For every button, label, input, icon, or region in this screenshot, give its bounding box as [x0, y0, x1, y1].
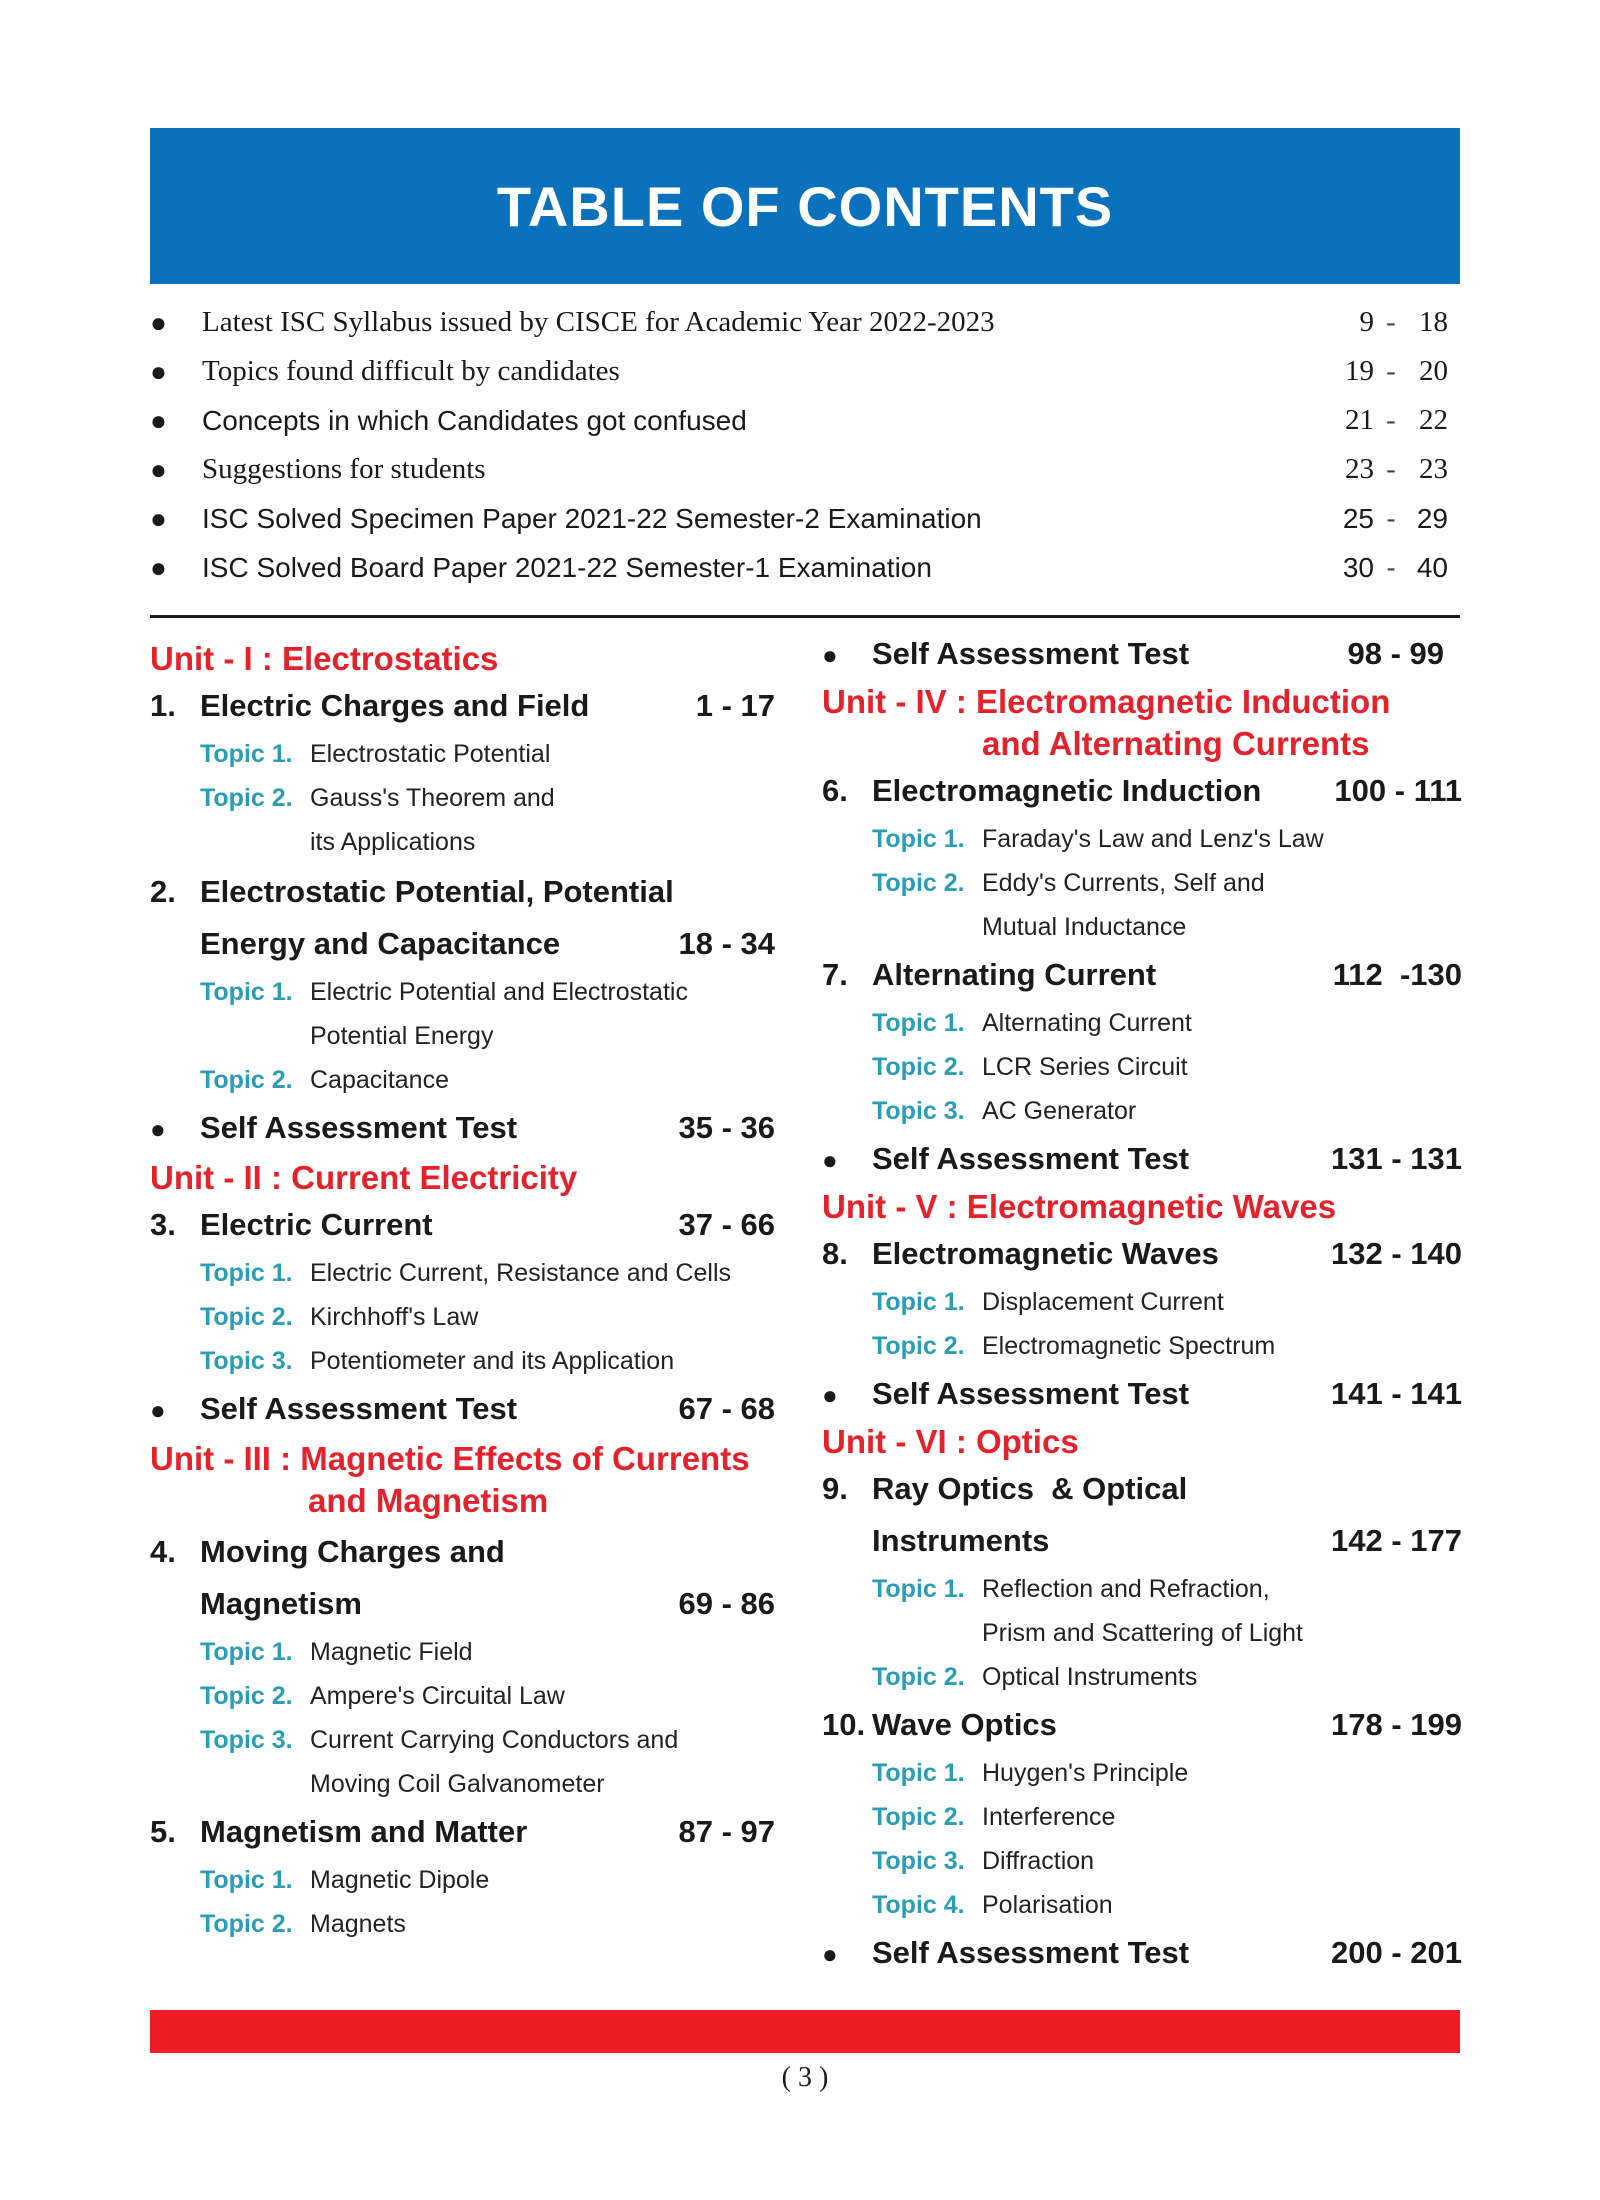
- topic-entry: [150, 1251, 775, 1295]
- topic-label: Topic 2.: [200, 1066, 293, 1094]
- topic-entry: [822, 1567, 1462, 1655]
- topic-label: Topic 1.: [200, 1259, 293, 1287]
- bullet-icon: ●: [822, 1939, 838, 1969]
- chapter-entry: [822, 949, 1462, 1001]
- topic-label: Topic 2.: [872, 1053, 965, 1081]
- chapter-pages: 178 - 199: [1331, 1707, 1462, 1742]
- chapter-title: Wave Optics: [872, 1707, 1057, 1742]
- chapter-pages: 100 - 111: [1334, 773, 1462, 808]
- topic-title: AC Generator: [982, 1097, 1137, 1125]
- topic-label: Topic 1.: [200, 978, 293, 1006]
- section-divider: [150, 615, 1460, 618]
- chapter-entry: [150, 1199, 775, 1251]
- topic-entry: [150, 1858, 775, 1902]
- topic-label: Topic 2.: [872, 1332, 965, 1360]
- intro-item: [150, 347, 1460, 396]
- topic-title: Magnetic Field: [310, 1638, 473, 1666]
- topic-label: Topic 1.: [200, 1638, 293, 1666]
- intro-item-pages: 30 - 40: [1342, 551, 1448, 583]
- topic-title: Optical Instruments: [982, 1663, 1198, 1691]
- chapter-pages: 112 -130: [1332, 957, 1462, 992]
- bullet-icon: ●: [150, 1395, 166, 1425]
- topic-entry: [150, 1339, 775, 1383]
- topic-label: Topic 1.: [872, 1288, 965, 1316]
- topic-entry: [150, 732, 775, 776]
- topic-title: Diffraction: [982, 1847, 1095, 1875]
- topic-label: Topic 2.: [200, 1303, 293, 1331]
- intro-item-label: Concepts in which Candidates got confused: [202, 404, 747, 436]
- topic-label: Topic 3.: [200, 1726, 293, 1754]
- topic-label: Topic 3.: [872, 1097, 965, 1125]
- chapter-title: Electric Charges and Field: [200, 688, 590, 723]
- topic-title: Alternating Current: [982, 1009, 1192, 1037]
- chapter-title: Magnetism and Matter: [200, 1814, 528, 1849]
- topic-entry: [150, 776, 775, 864]
- topic-title: Electrostatic Potential: [310, 740, 551, 768]
- chapter-title: Electrostatic Potential, Potential: [200, 874, 674, 909]
- intro-item-label: Topics found difficult by candidates: [202, 355, 620, 387]
- topic-entry: [822, 1001, 1462, 1045]
- chapter-pages: 18 - 34: [678, 926, 775, 961]
- self-assessment-pages: 200 - 201: [1331, 1935, 1462, 1970]
- chapter-title: Electric Current: [200, 1207, 433, 1242]
- chapter-number: 10.: [822, 1707, 866, 1742]
- unit-heading: Unit - IV : Electromagnetic Induction and Alternating Currents: [822, 683, 1391, 762]
- topic-title: Displacement Current: [982, 1288, 1224, 1316]
- chapter-entry-continued: [822, 1515, 1462, 1567]
- self-assessment-title: Self Assessment Test: [200, 1110, 518, 1145]
- self-assessment-pages: 131 - 131: [1331, 1141, 1462, 1176]
- bullet-icon: ●: [150, 355, 167, 387]
- topic-entry: [822, 1045, 1462, 1089]
- bullet-icon: ●: [822, 640, 838, 670]
- chapter-pages: 1 - 17: [695, 688, 775, 723]
- topic-entry: [822, 1089, 1462, 1133]
- chapter-entry-continued: [150, 918, 775, 970]
- topic-entry: [822, 1280, 1462, 1324]
- self-assessment-entry: [822, 628, 1462, 681]
- intro-item-label: Suggestions for students: [202, 453, 486, 485]
- intro-item-pages: 25 - 29: [1342, 502, 1448, 534]
- bullet-icon: ●: [150, 453, 167, 485]
- chapter-number: 3.: [150, 1207, 176, 1242]
- topic-entry: [150, 1674, 775, 1718]
- chapter-entry: [822, 1463, 1462, 1515]
- bullet-icon: ●: [822, 1145, 838, 1175]
- chapter-title: Electromagnetic Induction: [872, 773, 1262, 808]
- chapter-title: Energy and Capacitance: [200, 926, 561, 961]
- topic-label: Topic 3.: [200, 1347, 293, 1375]
- page-title: TABLE OF CONTENTS: [496, 174, 1114, 238]
- topic-label: Topic 2.: [200, 1910, 293, 1938]
- self-assessment-entry: [150, 1383, 775, 1436]
- chapter-title: Electromagnetic Waves: [872, 1236, 1219, 1271]
- topic-label: Topic 1.: [200, 1866, 293, 1894]
- chapter-number: 4.: [150, 1534, 176, 1569]
- topic-title: Interference: [982, 1803, 1116, 1831]
- unit-heading: Unit - III : Magnetic Effects of Currents and Magnetism: [150, 1440, 750, 1519]
- self-assessment-pages: 35 - 36: [678, 1110, 775, 1145]
- chapter-pages: 69 - 86: [678, 1586, 775, 1621]
- topic-title: Capacitance: [310, 1066, 449, 1094]
- topic-title: Reflection and Refraction, Prism and Scattering of Light: [982, 1575, 1303, 1647]
- toc-left-column: [150, 638, 775, 1946]
- chapter-title: Magnetism: [200, 1586, 362, 1621]
- self-assessment-entry: [150, 1102, 775, 1155]
- chapter-number: 1.: [150, 688, 176, 723]
- intro-item-pages: 21 - 22: [1345, 404, 1448, 436]
- chapter-title: Instruments: [872, 1523, 1050, 1558]
- topic-entry: [822, 1751, 1462, 1795]
- topic-title: Gauss's Theorem and its Applications: [310, 784, 555, 856]
- topic-entry: [822, 1795, 1462, 1839]
- footer-band: [150, 2010, 1460, 2053]
- chapter-pages: 37 - 66: [678, 1207, 775, 1242]
- intro-item-pages: 19 - 20: [1345, 355, 1448, 387]
- intro-item-label: ISC Solved Board Paper 2021-22 Semester-1 Examination: [202, 551, 932, 583]
- topic-title: Kirchhoff's Law: [310, 1303, 479, 1331]
- topic-label: Topic 2.: [872, 869, 965, 897]
- chapter-entry-continued: [150, 1578, 775, 1630]
- topic-entry: [822, 1883, 1462, 1927]
- topic-entry: [822, 861, 1462, 949]
- unit-heading: Unit - VI : Optics: [822, 1423, 1079, 1460]
- chapter-entry: [822, 1228, 1462, 1280]
- self-assessment-pages: 67 - 68: [678, 1391, 775, 1426]
- topic-title: Electric Potential and Electrostatic Potential Energy: [310, 978, 688, 1050]
- bullet-icon: ●: [150, 502, 167, 534]
- topic-title: Faraday's Law and Lenz's Law: [982, 825, 1324, 853]
- topic-entry: [150, 1058, 775, 1102]
- topic-label: Topic 1.: [200, 740, 293, 768]
- topic-entry: [822, 1839, 1462, 1883]
- chapter-pages: 142 - 177: [1331, 1523, 1462, 1558]
- chapter-entry: [822, 1699, 1462, 1751]
- intro-item-label: ISC Solved Specimen Paper 2021-22 Semester-2 Examination: [202, 502, 982, 534]
- intro-item: [150, 494, 1460, 543]
- chapter-entry: [150, 680, 775, 732]
- self-assessment-title: Self Assessment Test: [872, 636, 1190, 671]
- topic-title: Potentiometer and its Application: [310, 1347, 675, 1375]
- topic-label: Topic 3.: [872, 1847, 965, 1875]
- toc-right-column: [822, 638, 1462, 1980]
- topic-title: Huygen's Principle: [982, 1759, 1189, 1787]
- topic-title: Eddy's Currents, Self and Mutual Inductance: [982, 869, 1265, 941]
- intro-item: [150, 298, 1460, 347]
- unit-heading: Unit - II : Current Electricity: [150, 1159, 578, 1196]
- topic-title: Polarisation: [982, 1891, 1113, 1919]
- self-assessment-entry: [822, 1927, 1462, 1980]
- bullet-icon: ●: [150, 1114, 166, 1144]
- topic-label: Topic 1.: [872, 1759, 965, 1787]
- chapter-entry: [150, 866, 775, 918]
- chapter-number: 8.: [822, 1236, 848, 1271]
- self-assessment-title: Self Assessment Test: [872, 1141, 1190, 1176]
- topic-label: Topic 1.: [872, 825, 965, 853]
- chapter-pages: 87 - 97: [678, 1814, 775, 1849]
- topic-label: Topic 2.: [872, 1663, 965, 1691]
- chapter-number: 9.: [822, 1471, 848, 1506]
- topic-title: Magnetic Dipole: [310, 1866, 490, 1894]
- bullet-icon: ●: [150, 306, 167, 338]
- bullet-icon: ●: [822, 1380, 838, 1410]
- page-number: ( 3 ): [781, 2062, 829, 2093]
- topic-label: Topic 4.: [872, 1891, 965, 1919]
- topic-entry: [822, 817, 1462, 861]
- self-assessment-pages: 141 - 141: [1331, 1376, 1462, 1411]
- self-assessment-title: Self Assessment Test: [200, 1391, 518, 1426]
- topic-label: Topic 1.: [872, 1009, 965, 1037]
- intro-item: [150, 396, 1460, 445]
- chapter-title: Ray Optics & Optical: [872, 1471, 1188, 1506]
- intro-item-pages: 23 - 23: [1345, 453, 1448, 485]
- topic-entry: [822, 1655, 1462, 1699]
- chapter-title: Alternating Current: [872, 957, 1157, 992]
- topic-entry: [150, 1295, 775, 1339]
- topic-title: Current Carrying Conductors and Moving Coil Galvanometer: [310, 1726, 679, 1798]
- topic-entry: [150, 970, 775, 1058]
- topic-title: Electromagnetic Spectrum: [982, 1332, 1276, 1360]
- intro-item: [150, 543, 1460, 592]
- intro-item: [150, 445, 1460, 494]
- topic-label: Topic 2.: [200, 1682, 293, 1710]
- topic-entry: [150, 1630, 775, 1674]
- topic-title: Magnets: [310, 1910, 406, 1938]
- topic-title: Electric Current, Resistance and Cells: [310, 1259, 731, 1287]
- chapter-title: Moving Charges and: [200, 1534, 505, 1569]
- topic-label: Topic 2.: [872, 1803, 965, 1831]
- topic-label: Topic 2.: [200, 784, 293, 812]
- topic-entry: [150, 1902, 775, 1946]
- self-assessment-pages: 98 - 99: [1347, 636, 1444, 671]
- self-assessment-title: Self Assessment Test: [872, 1376, 1190, 1411]
- topic-label: Topic 1.: [872, 1575, 965, 1603]
- intro-item-pages: 9 - 18: [1359, 306, 1448, 338]
- bullet-icon: ●: [150, 404, 167, 436]
- unit-heading: Unit - V : Electromagnetic Waves: [822, 1188, 1337, 1225]
- chapter-pages: 132 - 140: [1331, 1236, 1462, 1271]
- chapter-number: 2.: [150, 874, 176, 909]
- chapter-number: 6.: [822, 773, 848, 808]
- chapter-entry: [150, 1526, 775, 1578]
- intro-item-label: Latest ISC Syllabus issued by CISCE for Academic Year 2022-2023: [202, 306, 995, 338]
- self-assessment-entry: [822, 1368, 1462, 1421]
- topic-entry: [150, 1718, 775, 1806]
- topic-title: Ampere's Circuital Law: [310, 1682, 565, 1710]
- chapter-number: 7.: [822, 957, 848, 992]
- self-assessment-entry: [822, 1133, 1462, 1186]
- topic-title: LCR Series Circuit: [982, 1053, 1188, 1081]
- unit-heading: Unit - I : Electrostatics: [150, 640, 499, 677]
- chapter-entry: [822, 765, 1462, 817]
- intro-list: [150, 298, 1460, 592]
- topic-entry: [822, 1324, 1462, 1368]
- chapter-number: 5.: [150, 1814, 176, 1849]
- self-assessment-title: Self Assessment Test: [872, 1935, 1190, 1970]
- bullet-icon: ●: [150, 551, 167, 583]
- header-band: [150, 128, 1460, 284]
- chapter-entry: [150, 1806, 775, 1858]
